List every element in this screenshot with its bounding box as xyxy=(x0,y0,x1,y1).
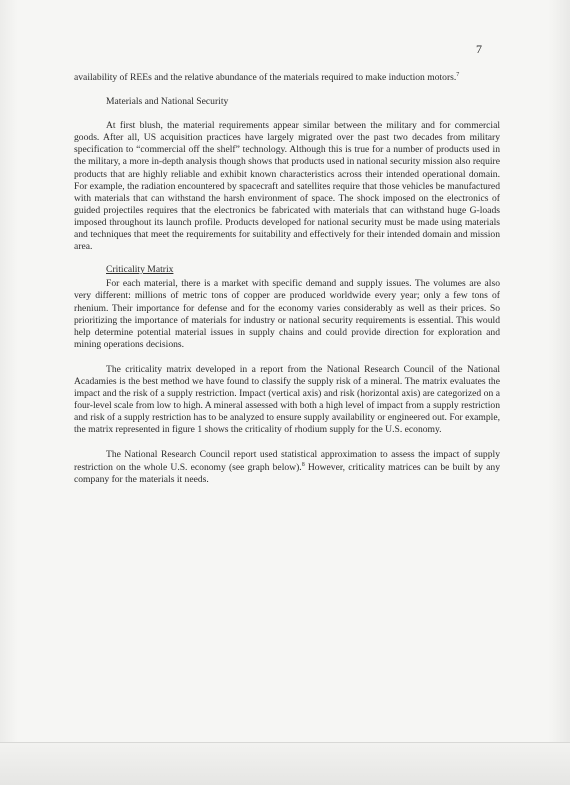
paragraph-criticality-2: The criticality matrix developed in a report from the National Research Council of the National Acadamies is the best method we have found to classify the supply risk of a mineral. The matrix evaluates the impact and the risk of a supply restriction. Impact (vertical axis) and risk (horizontal axis) are categorized on a four-level scale from low to high. A mineral assessed with both a high level of impact from a supply restriction and risk of a supply restriction has to be analyzed to ensure supply availability or engineered out. For example, the matrix represented in figure 1 shows the criticality of rhodium supply for the U.S. economy. xyxy=(74,363,500,436)
paragraph-criticality-1: For each material, there is a market with specific demand and supply issues. The volumes are also very different: millions of metric tons of copper are produced worldwide every year; only a few tons of rhenium. Their importance for defense and for the economy varies considerably as well as their prices. So prioritizing the importance of materials for industry or national security requirements is essential. This would help determine potential material issues in supply chains and could provide direction for exploration and mining operations decisions. xyxy=(74,278,500,350)
paragraph-criticality-3b: However, criticality matrices can be built by any company for the materials it needs. xyxy=(74,461,500,485)
page-number: 7 xyxy=(476,42,482,56)
heading-criticality-text: Criticality Matrix xyxy=(106,264,174,276)
section-heading-materials: Materials and National Security xyxy=(106,96,229,108)
intro-text: availability of REEs and the relative abundance of the materials required to make induction motors. xyxy=(74,72,457,83)
page-bottom-edge xyxy=(0,742,570,785)
footnote-ref: 8 xyxy=(301,461,305,468)
paragraph-materials: At first blush, the material requirements appear similar between the military and for commercial goods. After all, US acquisition practices have largely migrated over the past two decades from military specification to “commercial off the shelf” technology. Although this is true for a number of products used in the military, a more in-depth analysis though shows that products used in national security mission also require products that are highly reliable and exhibit known characteristics across their intended operational domain. For example, the radiation encountered by spacecraft and satellites require that those vehicles be manufactured with materials that can withstand the harsh environment of space. The shock imposed on the electronics of guided projectiles requires that the electronics be fabricated with materials that can withstand huge G-loads imposed throughout its launch profile. Products developed for national security must be made using materials and techniques that meet the requirements for suitability and effectively for their intended domain and mission area. xyxy=(74,120,500,253)
section-heading-criticality xyxy=(74,264,500,276)
paragraph-criticality-3a: The National Research Council report used statistical approximation to assess the impact of supply restriction on the whole U.S. economy (see graph below). xyxy=(74,449,500,473)
intro-paragraph xyxy=(74,72,500,84)
document-body xyxy=(74,72,500,486)
footnote-ref: 7 xyxy=(456,71,460,78)
paragraph-criticality-3 xyxy=(74,449,500,485)
